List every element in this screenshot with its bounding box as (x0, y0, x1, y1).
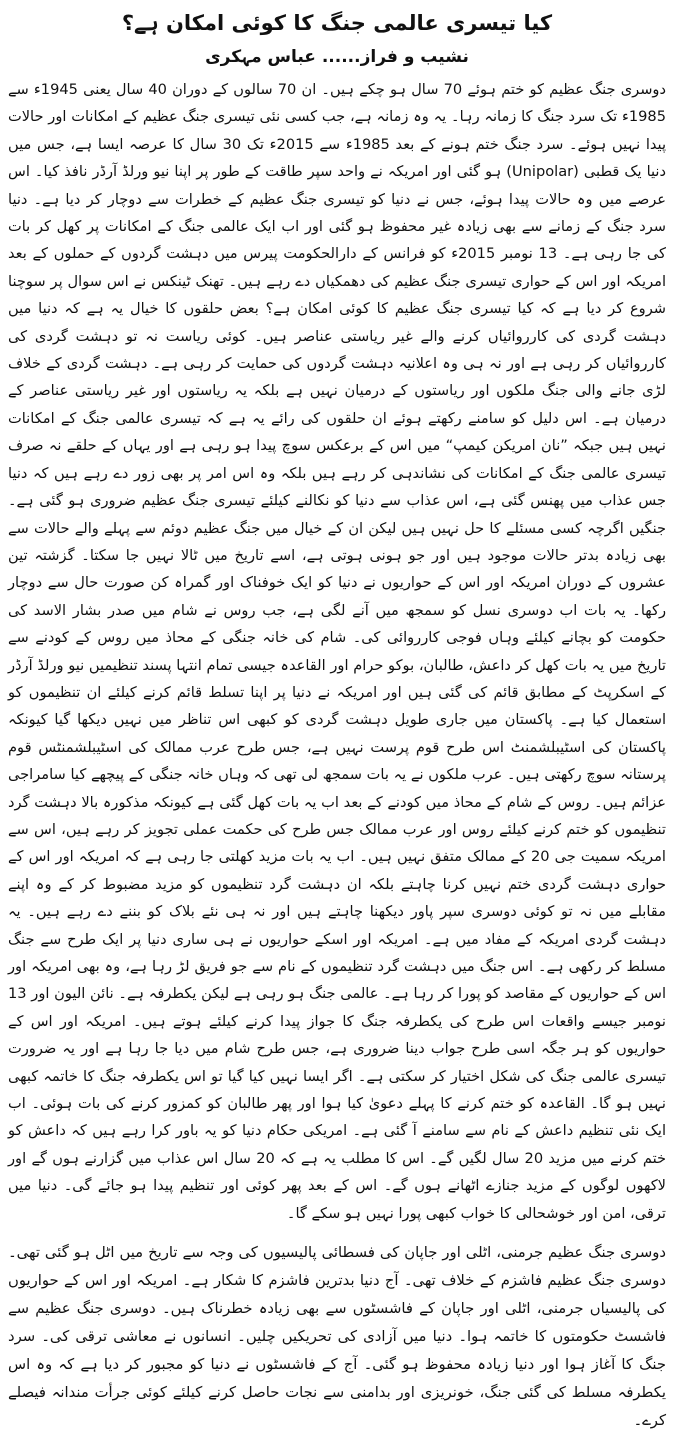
newspaper-column (8, 4, 666, 1430)
article-paragraph: دوسری جنگ عظیم کو ختم ہوئے 70 سال ہو چکے ہیں۔ ان 70 سالوں کے دوران 40 سال یعنی 1945ء سے 1985ء تک سرد جنگ کا زمانہ رہا۔ یہ وہ زمانہ ہے، جب کسی نئی تیسری جنگ عظیم کے امکانات اور حالات پیدا نہیں ہوئے۔ سرد جنگ ختم ہونے کے بعد 1985ء سے 2015ء تک 30 سال کا عرصہ ایسا ہے، جس میں دنیا یک قطبی (Unipolar) ہو گئی اور امریکہ نے واحد سپر طاقت کے طور پر اپنا نیو ورلڈ آرڈر نافذ کیا۔ اس عرصے میں وہ حالات پیدا ہوئے، جس نے دنیا کو تیسری جنگ عظیم کے خطرات سے دوچار کر دیا ہے۔ دنیا سرد جنگ کے زمانے سے بھی زیادہ غیر محفوظ ہو گئی اور اب ایک عالمی جنگ کے امکانات پر کھل کر بات کی جا رہی ہے۔ 13 نومبر 2015ء کو فرانس کے دارالحکومت پیرس میں دہشت گردوں کے حملوں کے بعد امریکہ اور اس کے حواری تیسری جنگ عظیم کی دھمکیاں دے رہے ہیں۔ تھنک ٹینکس نے اس سوال پر سوچنا شروع کر دیا ہے کہ کیا تیسری جنگ عظیم کا کوئی امکان ہے؟ بعض حلقوں کا خیال یہ ہے کہ دنیا میں دہشت گردی کی کارروائیاں کرنے والے غیر ریاستی عناصر ہیں۔ کوئی ریاست نہ تو دہشت گردی کی کارروائیاں کر رہی ہے اور نہ ہی وہ اعلانیہ دہشت گردوں کی حمایت کر رہی ہے۔ دہشت گردی کے خلاف لڑی جانے والی جنگ ملکوں اور ریاستوں کے درمیان نہیں ہے بلکہ یہ ریاستوں اور غیر ریاستی عناصر کے درمیان ہے۔ اس دلیل کو سامنے رکھتے ہوئے ان حلقوں کی رائے یہ ہے کہ تیسری عالمی جنگ کے امکانات نہیں ہیں جبکہ ”نان امریکن کیمپ“ میں اس کے برعکس سوچ پیدا ہو رہی ہے اور یہاں کے حلقے نہ صرف تیسری عالمی جنگ کے امکانات کی نشاندہی کر رہے ہیں بلکہ وہ اس امر پر بھی زور دے رہے ہیں کہ دنیا جس عذاب میں پھنس گئی ہے، اس عذاب سے دنیا کو نکالنے کیلئے تیسری جنگ عظیم ضروری ہو گئی ہے۔ جنگیں اگرچہ کسی مسئلے کا حل نہیں ہیں لیکن ان کے خیال میں جنگ عظیم دوئم سے پہلے والے حالات سے بھی زیادہ بدتر حالات موجود ہیں اور جو ہونی ہوتی ہے، اسے تاریخ میں ٹالا نہیں جا سکتا۔ گزشتہ تین عشروں کے دوران امریکہ اور اس کے حواریوں نے دنیا کو ایک خوفناک اور گمراہ کن صورت حال سے دوچار رکھا۔ یہ بات اب دوسری نسل کو سمجھ میں آنے لگی ہے، جب روس نے شام میں صدر بشار الاسد کی حکومت کو بچانے کیلئے وہاں فوجی کارروائی کی۔ شام کی خانہ جنگی کے محاذ میں روس کے کودنے سے تاریخ میں یہ بات کھل کر داعش، طالبان، بوکو حرام اور القاعدہ جیسی تمام انتہا پسند تنظیمیں نیو ورلڈ آرڈر کے اسکرپٹ کے مطابق قائم کی گئی ہیں اور امریکہ نے دنیا پر اپنا تسلط قائم کرنے کیلئے ان تنظیموں کو استعمال کیا ہے۔ پاکستان میں جاری طویل دہشت گردی کو کبھی اس تناظر میں نہیں دیکھا گیا کیونکہ پاکستان کی اسٹیبلشمنٹ اس طرح قوم پرست نہیں ہے، جس طرح عرب ممالک کی اسٹیبلشمنٹس قوم پرستانہ سوچ رکھتی ہیں۔ عرب ملکوں نے یہ بات سمجھ لی تھی کہ وہاں خانہ جنگی کے پیچھے کیا سامراجی عزائم ہیں۔ روس کے شام کے محاذ میں کودنے کے بعد اب یہ بات کھل گئی ہے کیونکہ مذکورہ بالا دہشت گرد تنظیموں کو ختم کرنے کیلئے روس اور عرب ممالک جس طرح کی حکمت عملی تجویز کر رہے ہیں، اس سے امریکہ سمیت جی 20 کے ممالک متفق نہیں ہیں۔ اب یہ بات مزید کھلتی جا رہی ہے کہ امریکہ اور اس کے حواری دہشت گردی ختم نہیں کرنا چاہتے بلکہ ان دہشت گرد تنظیموں کو مزید مضبوط کر کے وہ اپنے مقابلے میں نہ تو کوئی دوسری سپر پاور دیکھنا چاہتے ہیں اور نہ ہی نئے بلاک کو بننے دے رہے ہیں۔ یہ دہشت گردی امریکہ کے مفاد میں ہے۔ امریکہ اور اسکے حواریوں نے ہی ساری دنیا پر ایک طرح سے جنگ مسلط کر رکھی ہے۔ اس جنگ میں دہشت گرد تنظیموں کے نام سے جو فریق لڑ رہا ہے، وہ بھی امریکہ اور اس کے حواریوں کے مقاصد کو پورا کر رہا ہے۔ عالمی جنگ ہو رہی ہے لیکن یکطرفہ ہے۔ نائن الیون اور 13 نومبر جیسے واقعات اس طرح کی یکطرفہ جنگ کا جواز پیدا کرنے کیلئے ہوتے ہیں۔ امریکہ اور اس کے حواریوں کو ہر جگہ اسی طرح جواب دینا ضروری ہے، جس طرح شام میں دیا جا رہا ہے اور یہ ضرورت تیسری عالمی جنگ کی شکل اختیار کر سکتی ہے۔ اگر ایسا نہیں کیا گیا تو اس یکطرفہ جنگ کا خاتمہ کبھی نہیں ہو گا۔ القاعدہ کو ختم کرنے کا پہلے دعویٰ کیا ہوا اور پھر طالبان کو کمزور کرنے کی بات ہوئی۔ اب ایک نئی تنظیم داعش کے نام سے سامنے آ گئی ہے۔ امریکی حکام دنیا کو یہ باور کرا رہے ہیں کہ داعش کو ختم کرنے میں مزید 20 سال لگیں گے۔ اس کا مطلب یہ ہے کہ 20 سال اس عذاب میں گزارنے ہوں گے اور لاکھوں لوگوں کے مزید جنازے اٹھانے ہوں گے۔ اس کے بعد پھر کوئی اور تنظیم پیدا ہو جائے گی۔ دنیا میں ترقی، امن اور خوشحالی کا خواب کبھی پورا نہیں ہو سکے گا۔ (8, 81, 666, 1222)
article-paragraph: دوسری جنگ عظیم جرمنی، اٹلی اور جاپان کی فسطائی پالیسیوں کی وجہ سے تاریخ میں اٹل ہو گئی تھی۔ دوسری جنگ عظیم فاشزم کے خلاف تھی۔ آج دنیا بدترین فاشزم کا شکار ہے۔ امریکہ اور اس کے حواریوں کی پالیسیاں جرمنی، اٹلی اور جاپان کے فاشسٹوں سے بھی زیادہ خطرناک ہیں۔ دوسری جنگ عظیم سے فاشسٹ حکومتوں کا خاتمہ ہوا۔ دنیا میں آزادی کی تحریکیں چلیں۔ انسانوں نے معاشی ترقی کی۔ سرد جنگ کا آغاز ہوا اور دنیا زیادہ محفوظ ہو گئی۔ آج کے فاشسٹوں نے دنیا کو مجبور کر دیا ہے کہ وہ اس یکطرفہ مسلط کی گئی جنگ، خونریزی اور بدامنی سے نجات حاصل کرنے کیلئے کوئی جرأت مندانہ فیصلے کرے۔ (8, 1244, 666, 1430)
article-body (8, 76, 666, 1435)
article-byline (8, 42, 666, 72)
author-name: عباس مہکری (205, 47, 316, 67)
article-headline: کیا تیسری عالمی جنگ کا کوئی امکان ہے؟ (121, 11, 553, 35)
column-name: نشیب و فراز...... (321, 47, 469, 67)
